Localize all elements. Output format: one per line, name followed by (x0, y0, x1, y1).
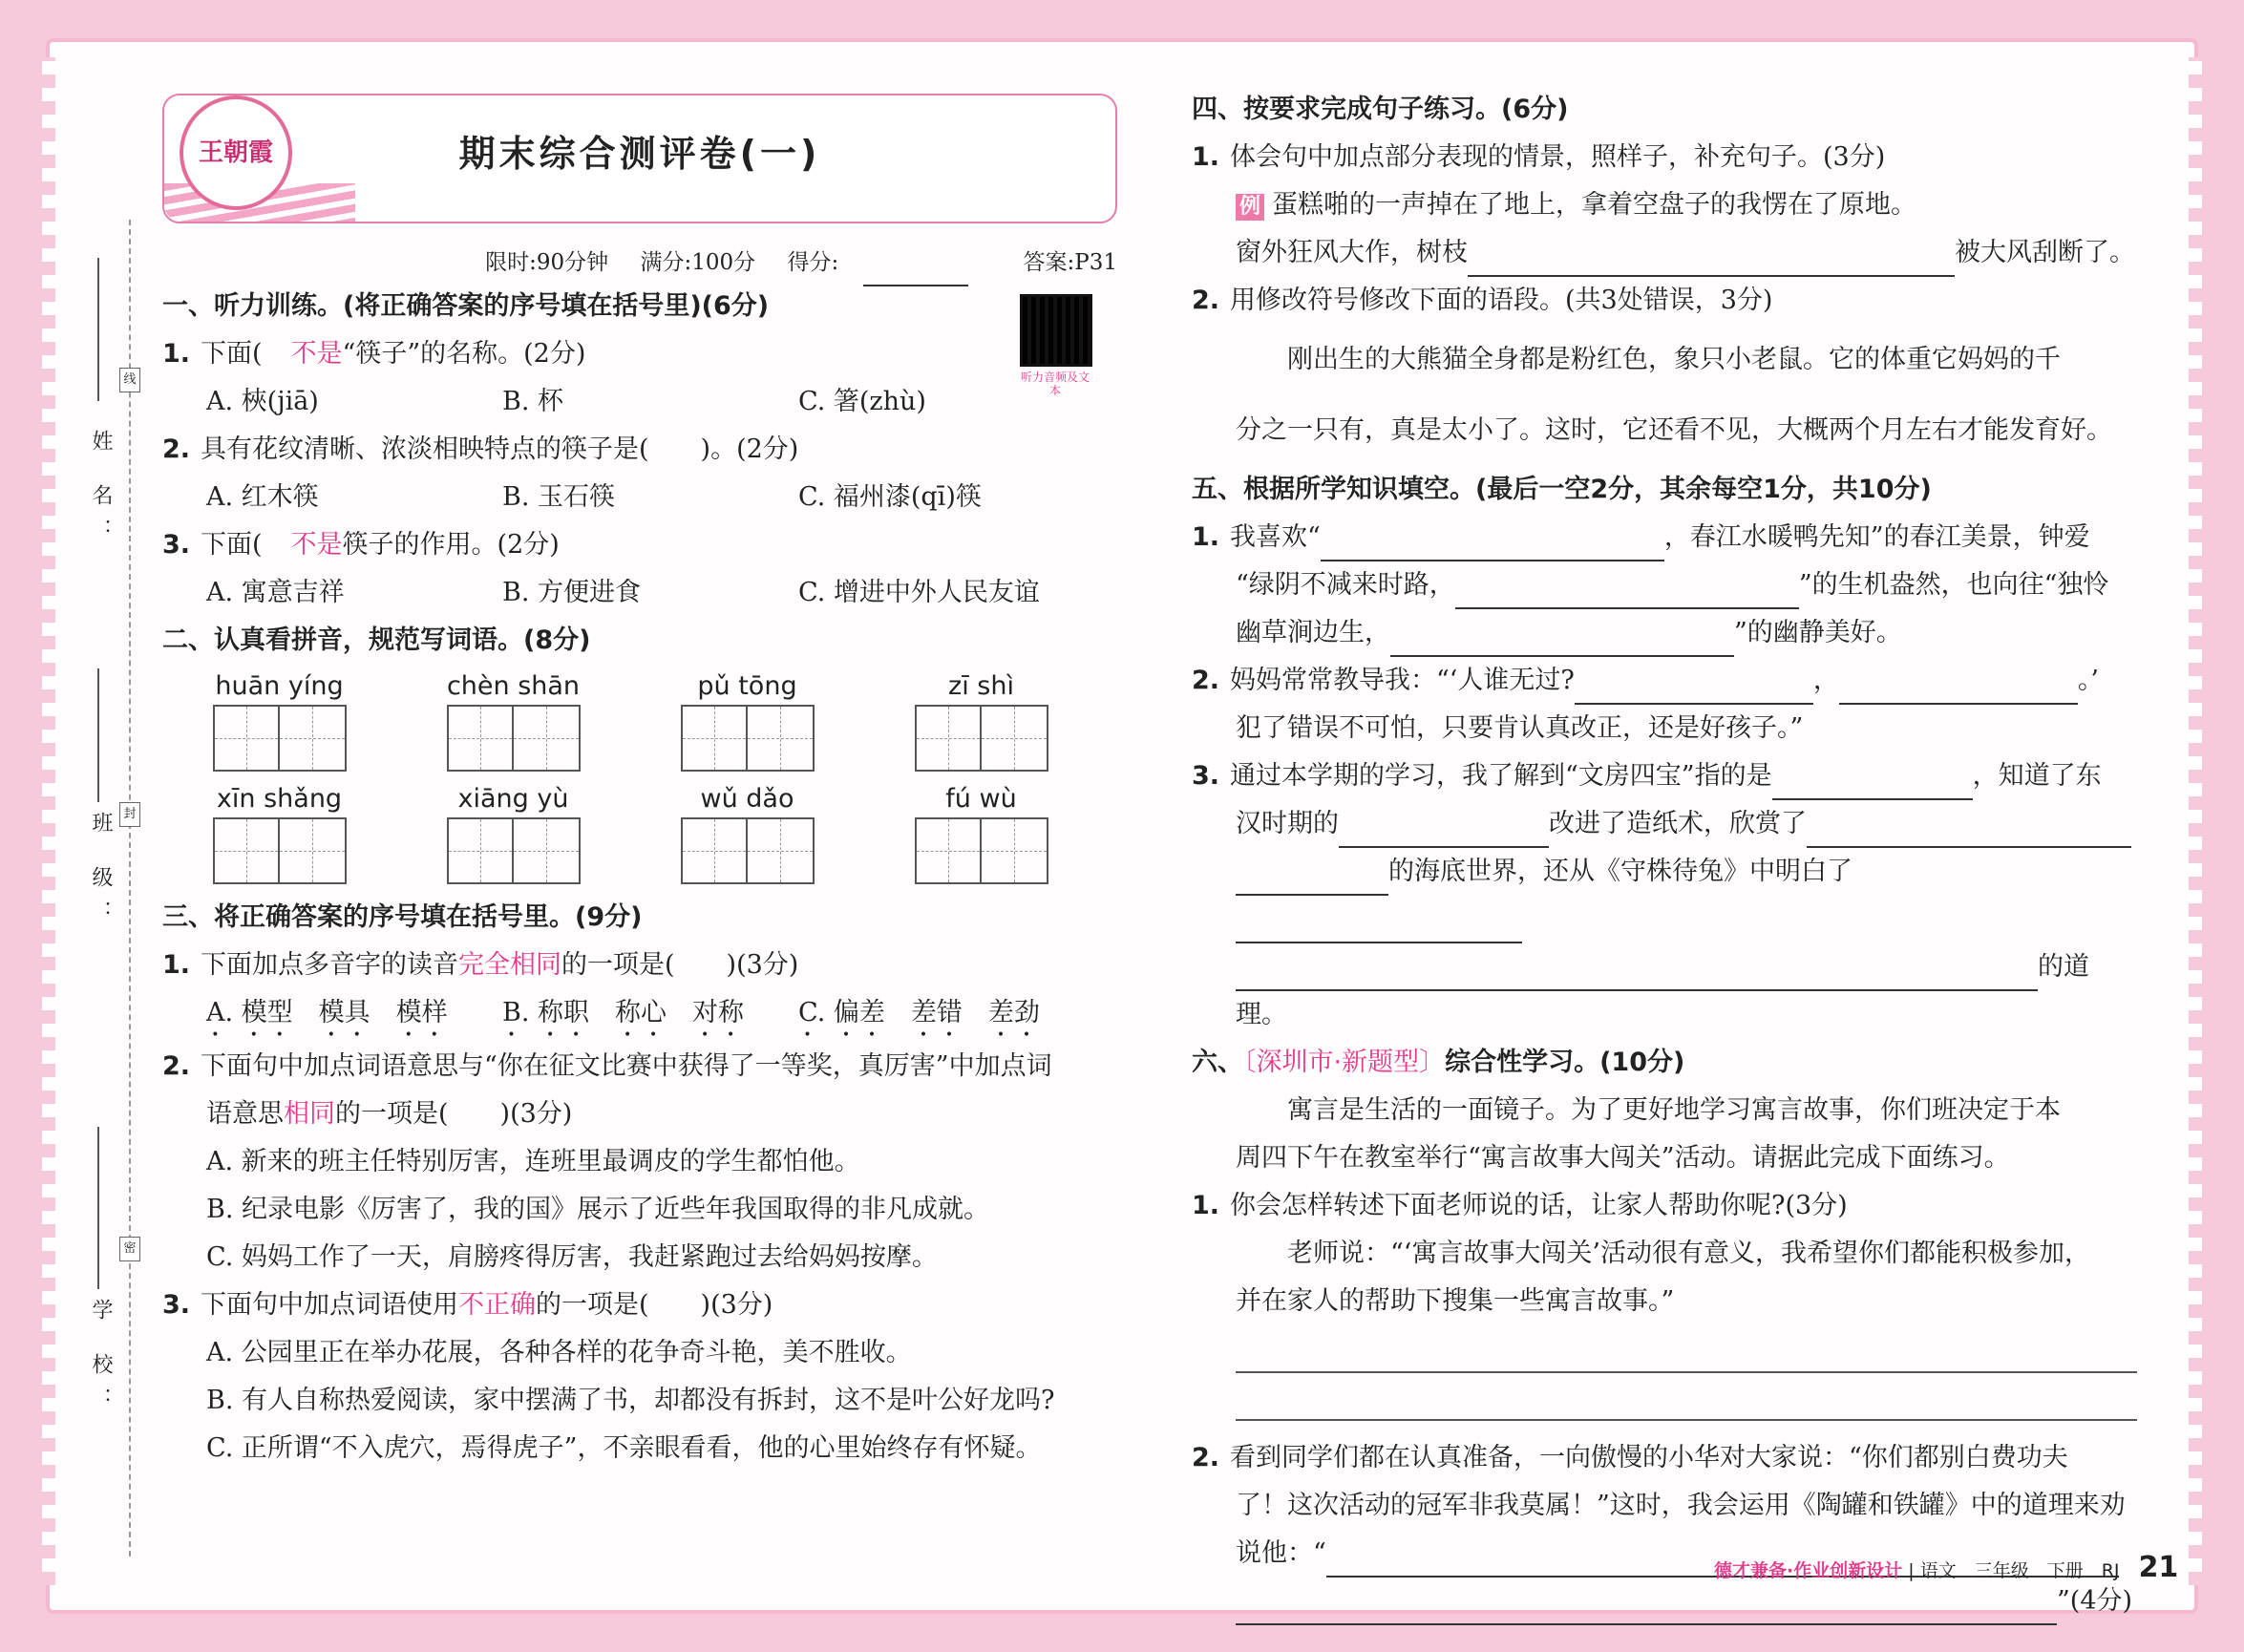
question-number: 2. (162, 434, 191, 464)
page-title: 期末综合测评卷(一) (458, 133, 821, 175)
exam-meta (162, 239, 1117, 283)
char-cell[interactable] (982, 705, 1048, 772)
seal-tag: 线 (119, 368, 140, 392)
question (162, 521, 1117, 569)
question-number: 1. (1192, 142, 1220, 172)
option: C. 箸(zhù) (798, 387, 926, 416)
answer-blank[interactable] (1236, 957, 2038, 991)
section-heading: 一、听力训练。(将正确答案的序号填在括号里)(6分) (162, 291, 770, 321)
question-text: 下面句中加点词语使用 (201, 1290, 458, 1320)
quote-text: 老师说：“‘寓言故事大闯关’活动很有意义，我希望你们都能积极参加， (1287, 1239, 2090, 1268)
class-blank[interactable] (97, 668, 99, 802)
grid-item (162, 668, 396, 772)
option-row (162, 569, 1117, 617)
question-text: 的一项是( )(3分) (335, 1099, 573, 1129)
score-blank[interactable] (863, 252, 968, 286)
option: A. 公园里正在举办花展，各种各样的花争奇斗艳，美不胜收。 (206, 1338, 912, 1367)
passage-line: 分之一只有，真是太小了。这时，它还看不见，大概两个月左右才能发育好。 (1236, 415, 2112, 445)
time-limit: 限时:90分钟 (485, 250, 609, 275)
char-cell[interactable] (681, 705, 748, 772)
emphasis-text: 不正确 (458, 1290, 536, 1320)
char-cell[interactable] (447, 705, 514, 772)
page-footer (1714, 1551, 2178, 1584)
section-heading: 二、认真看拼音，规范写词语。(8分) (162, 625, 591, 655)
option: C. 妈妈工作了一天，肩膀疼得厉害，我赶紧跑过去给妈妈按摩。 (206, 1242, 938, 1272)
question-text: 汉时期的 (1236, 809, 1339, 838)
passage-line: 刚出生的大熊猫全身都是粉红色，象只小老鼠。它的体重它妈妈的千 (1287, 345, 2061, 374)
question-text: 窗外狂风大作，树枝 (1236, 238, 1468, 267)
char-cell[interactable] (280, 817, 347, 884)
answer-blank[interactable] (1339, 814, 1549, 848)
question-text: 看到同学们都在认真准备，一向傲慢的小华对大家说：“你们都别白费功夫 (1230, 1443, 2068, 1472)
question-text: 下面( (201, 530, 263, 560)
option-row (162, 474, 1117, 521)
question (1192, 1182, 2137, 1230)
char-cell[interactable] (447, 817, 514, 884)
full-score: 满分:100分 (640, 250, 756, 275)
question-text: ， (1812, 666, 1839, 695)
char-cell[interactable] (915, 705, 982, 772)
char-cell[interactable] (681, 817, 748, 884)
question-text: “筷子”的名称。(2分) (342, 339, 586, 369)
question-text: 下面句中加点词语意思与“你在征文比赛中获得了一等奖，真厉害”中加点词 (201, 1051, 1052, 1081)
option: B. 玉石筷 (502, 482, 616, 512)
option: C. 增进中外人民友谊 (798, 578, 1040, 607)
grid-item (630, 781, 864, 884)
decorative-border-right (2189, 57, 2202, 1585)
char-cell[interactable] (748, 705, 815, 772)
question-cont (162, 1091, 1117, 1138)
question (162, 1281, 1117, 1329)
footer-brand: 德才兼备·作业创新设计 (1714, 1560, 1903, 1581)
question (1192, 277, 2137, 325)
qr-code[interactable] (1020, 294, 1090, 397)
option: B. 有人自称热爱阅读，家中摆满了书，却都没有拆封，这不是叶公好龙吗? (206, 1386, 1055, 1415)
question-text: 了！这次活动的冠军非我莫属！”这时，我会运用《陶罐和铁罐》中的道理来劝 (1236, 1491, 2126, 1520)
question-cont (1192, 609, 2137, 657)
name-blank[interactable] (97, 258, 99, 401)
option: B. 称职 称心 对称 (502, 998, 745, 1027)
question-text: ”(4分) (2057, 1586, 2133, 1616)
question-text: ，春江水暖鸭先知”的春江美景，钟爱 (1663, 522, 2090, 552)
answer-blank[interactable] (1575, 670, 1813, 705)
question-number: 1. (1192, 1191, 1220, 1220)
question-text: 妈妈常常教导我：“‘人谁无过? (1230, 666, 1575, 695)
question-text: 的一项是( )(3分) (536, 1290, 773, 1320)
question (162, 1043, 1117, 1091)
question (1192, 657, 2137, 705)
question-text: 体会句中加点部分表现的情景，照样子，补充句子。(3分) (1230, 142, 1886, 172)
answer-blank[interactable] (1236, 861, 1388, 896)
char-cell[interactable] (213, 817, 280, 884)
question (1192, 134, 2137, 181)
seal-tag: 封 (119, 802, 140, 827)
class-label: 班 级： (89, 812, 113, 935)
char-cell[interactable] (213, 705, 280, 772)
option: B. 纪录电影《厉害了，我的国》展示了近些年我国取得的非凡成就。 (206, 1195, 990, 1224)
example-sentence (1192, 181, 2137, 229)
grid-item (864, 668, 1098, 772)
grid-item (162, 781, 396, 884)
answer-blank[interactable] (1807, 814, 2131, 848)
brand-logo: 王朝霞 (180, 95, 292, 210)
question-text: 。’ (2077, 666, 2099, 695)
char-cell[interactable] (280, 705, 347, 772)
decorative-border-left (42, 57, 55, 1585)
seal-tag: 密 (119, 1237, 140, 1261)
pinyin: xīn shǎng (216, 784, 343, 814)
question (1192, 514, 2137, 561)
option: B. 杯 (502, 387, 564, 416)
question-text: 的一项是( )(3分) (561, 950, 799, 980)
section-number: 六、 (1192, 1048, 1243, 1077)
option: A. 红木筷 (206, 482, 319, 512)
question-cont (1192, 561, 2137, 609)
emphasis-text: 相同 (284, 1099, 335, 1129)
pinyin: chèn shān (446, 671, 581, 701)
pinyin: fú wù (945, 784, 1017, 814)
char-cell[interactable] (514, 817, 581, 884)
option: A. 模型 模具 模样 (206, 998, 448, 1027)
answer-blank[interactable] (1772, 766, 1973, 800)
pinyin: wǔ dǎo (700, 784, 794, 814)
section-heading: 三、将正确答案的序号填在括号里。(9分) (162, 902, 643, 932)
question-number: 1. (1192, 522, 1220, 552)
question-text: 说他：“ (1236, 1538, 1326, 1568)
question-number: 3. (162, 1290, 191, 1320)
example-text: 蛋糕啪的一声掉在了地上，拿着空盘子的我愣在了原地。 (1272, 190, 1917, 220)
title-banner (162, 94, 1117, 223)
question-text: 改进了造纸术，欣赏了 (1549, 809, 1807, 838)
question-text: 犯了错误不可怕，只要肯认真改正，还是好孩子。” (1236, 713, 1804, 743)
grid-item (396, 668, 630, 772)
page-number: 21 (2138, 1551, 2179, 1584)
emphasis-text: 不是 (290, 339, 343, 369)
answer-ref: 答案:P31 (1023, 250, 1117, 275)
question-number: 2. (1192, 1443, 1220, 1472)
question-cont (1192, 800, 2137, 848)
quote-text: 并在家人的帮助下搜集一些寓言故事。” (1236, 1286, 1675, 1316)
score-field (787, 250, 968, 275)
pinyin: huān yíng (215, 671, 344, 701)
school-label: 学 校： (89, 1299, 113, 1422)
score-label: 得分: (787, 250, 839, 275)
question (1192, 1434, 2137, 1482)
cut-line (129, 220, 131, 1557)
region-tag: 〔深圳市·新题型〕 (1243, 1048, 1446, 1077)
option: C. 偏差 差错 差劲 (798, 998, 1040, 1027)
option-row (162, 989, 1117, 1043)
option: A. 寓意吉祥 (206, 578, 345, 607)
name-label: 姓 名： (89, 430, 113, 553)
question (1192, 752, 2137, 800)
qr-label: 听力音频及文本 (1020, 371, 1090, 397)
section-heading: 五、根据所学知识填空。(最后一空2分，其余每空1分，共10分) (1192, 475, 1932, 504)
question-text: 幽草涧边生， (1236, 618, 1390, 647)
question-text: 下面加点多音字的读音 (201, 950, 458, 980)
question (162, 426, 1117, 474)
question-text: ，知道了东 (1972, 761, 2102, 791)
grid-item (630, 668, 864, 772)
answer-blank[interactable] (1321, 527, 1664, 561)
right-column (1192, 86, 2137, 1625)
question-text: “绿阴不减来时路， (1236, 570, 1455, 600)
question-number: 1. (162, 339, 191, 369)
pinyin: zī shì (948, 671, 1014, 701)
pinyin: pǔ tōng (697, 671, 797, 701)
emphasis-text: 完全相同 (458, 950, 561, 980)
question-number: 2. (1192, 666, 1220, 695)
question-text: 的海底世界，还从《守株待兔》中明白了 (1388, 857, 1852, 886)
section-heading (1192, 1039, 2137, 1087)
example-badge: 例 (1236, 194, 1264, 221)
option: C. 正所谓“不入虎穴，焉得虎子”，不亲眼看看，他的心里始终存有怀疑。 (206, 1433, 1042, 1463)
answer-blank[interactable] (1236, 1591, 2057, 1625)
question-text: 筷子的作用。(2分) (342, 530, 560, 560)
grid-item (396, 781, 630, 884)
question (162, 330, 1117, 378)
question-cont (1192, 943, 2137, 1039)
option: A. 新来的班主任特别厉害，连班里最调皮的学生都怕他。 (206, 1147, 860, 1176)
question-text: 用修改符号修改下面的语段。(共3处错误，3分) (1230, 286, 1773, 315)
intro-text: 寓言是生活的一面镜子。为了更好地学习寓言故事，你们班决定于本 (1287, 1095, 2061, 1125)
question-cont (1192, 1578, 2137, 1625)
emphasis-text: 不是 (290, 530, 343, 560)
question-text: 下面( (201, 339, 263, 369)
question-number: 3. (162, 530, 191, 560)
answer-line[interactable] (1236, 1325, 2137, 1373)
answer-blank[interactable] (1839, 670, 2078, 705)
binding-margin (86, 220, 143, 1557)
question-cont (1192, 848, 2137, 943)
question-number: 3. (1192, 761, 1220, 791)
option: C. 福州漆(qī)筷 (798, 482, 982, 512)
question-text: 的道理。 (1236, 952, 2089, 1029)
school-blank[interactable] (97, 1127, 99, 1289)
option: A. 梜(jiā) (206, 387, 319, 416)
question-number: 2. (1192, 286, 1220, 315)
answer-blank[interactable] (1455, 575, 1799, 609)
writing-grid (162, 668, 1117, 894)
question-text: ”的幽静美好。 (1734, 618, 1902, 647)
char-cell[interactable] (514, 705, 581, 772)
intro-text: 周四下午在教室举行“寓言故事大闯关”活动。请据此完成下面练习。 (1236, 1143, 2010, 1173)
fill-sentence (1192, 229, 2137, 277)
char-cell[interactable] (915, 817, 982, 884)
answer-blank[interactable] (1468, 243, 1955, 277)
pinyin: xiāng yù (457, 784, 569, 814)
answer-blank[interactable] (1236, 909, 1522, 943)
option-row (162, 378, 1117, 426)
footer-meta: | 语文 三年级 下册 RJ (1908, 1560, 2120, 1581)
char-cell[interactable] (982, 817, 1048, 884)
left-column (162, 94, 1117, 1472)
char-cell[interactable] (748, 817, 815, 884)
qr-icon (1020, 294, 1092, 367)
question-text: 语意思 (206, 1099, 284, 1129)
question-text: ”的生机盎然，也向往“独怜 (1798, 570, 2109, 600)
answer-blank[interactable] (1390, 623, 1734, 657)
question (162, 942, 1117, 989)
question-text: 通过本学期的学习，我了解到“文房四宝”指的是 (1230, 761, 1772, 791)
section-heading: 四、按要求完成句子练习。(6分) (1192, 95, 1569, 124)
question-number: 1. (162, 950, 191, 980)
question-text: 你会怎样转述下面老师说的话，让家人帮助你呢?(3分) (1230, 1191, 1848, 1220)
question-number: 2. (162, 1051, 191, 1081)
answer-line[interactable] (1236, 1373, 2137, 1421)
section-title: 综合性学习。(10分) (1445, 1048, 1685, 1077)
question-text: 具有花纹清晰、浓淡相映特点的筷子是( )。(2分) (201, 434, 799, 464)
grid-item (864, 781, 1098, 884)
question-text: 被大风刮断了。 (1955, 238, 2135, 267)
option: B. 方便进食 (502, 578, 642, 607)
question-text: 我喜欢“ (1230, 522, 1321, 552)
